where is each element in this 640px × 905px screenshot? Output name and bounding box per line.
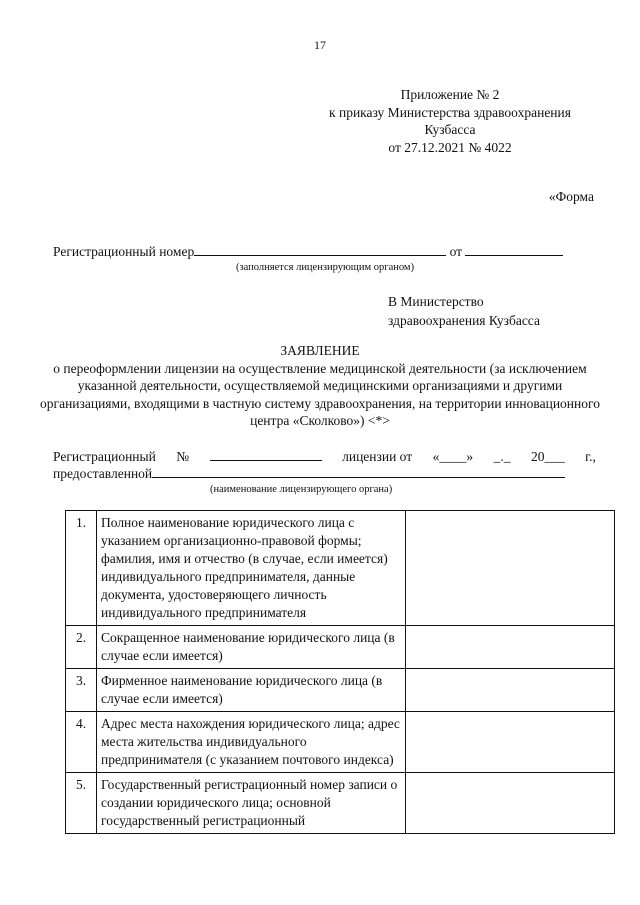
row-label: Адрес места нахождения юридического лица; адрес места жительства индивидуального предпринимателя (с указанием почтового индекса) <box>97 712 406 773</box>
license-day[interactable]: «____» <box>432 449 474 464</box>
row-value-cell[interactable] <box>406 669 615 712</box>
application-table <box>65 510 615 834</box>
appendix-line-2: к приказу Министерства здравоохранения <box>329 104 571 120</box>
license-from-label: лицензии от <box>342 449 413 464</box>
page-number: 17 <box>314 38 326 52</box>
appendix-line-1: Приложение № 2 <box>400 87 500 102</box>
row-label: Сокращенное наименование юридического лица (в случае если имеется) <box>97 626 406 669</box>
addressee-line-2: здравоохранения Кузбасса <box>388 313 540 328</box>
registration-date-field[interactable] <box>465 242 563 256</box>
license-num-sign: № <box>176 449 190 464</box>
row-label <box>97 773 406 834</box>
table-row <box>66 626 615 669</box>
license-reg-label: Регистрационный <box>53 449 156 464</box>
row-number: 2. <box>66 626 97 669</box>
appendix-line-4: от 27.12.2021 № 4022 <box>388 139 512 155</box>
table-row <box>66 511 615 626</box>
row-label: Полное наименование юридического лица с указанием организационно-правовой формы; фамилия, имя и отчество (в случае, если имеется) индивидуального предпринимателя, данные документа, удостоверяющего личность индивидуального предпринимателя <box>97 511 406 626</box>
license-month[interactable]: _._ <box>493 449 511 464</box>
table-row <box>66 669 615 712</box>
registration-label: Регистрационный номер <box>53 244 195 259</box>
license-number-field[interactable] <box>210 447 322 461</box>
registration-note: (заполняется лицензирующим органом) <box>236 262 415 273</box>
statement-title: ЗАЯВЛЕНИЕ <box>280 343 360 358</box>
row-number: 1. <box>66 511 97 626</box>
statement-subtitle: о переоформлении лицензии на осуществление медицинской деятельности (за исключением указанной деятельности, осуществляемой медицинскими организациями и другими организациями, входящими в частную систему здравоохранения, на территории инновационного центра «Сколково») <*> <box>40 361 600 428</box>
licensing-authority-field[interactable] <box>152 464 565 478</box>
row-number: 4. <box>66 712 97 773</box>
row-number: 3. <box>66 669 97 712</box>
row-label: Фирменное наименование юридического лица (в случае если имеется) <box>97 669 406 712</box>
registration-number-field[interactable] <box>194 242 446 256</box>
row-value-cell[interactable] <box>406 773 615 834</box>
provided-label: предоставленной <box>53 466 153 481</box>
licensing-authority-note: (наименование лицензирующего органа) <box>210 484 393 495</box>
registration-from-label: от <box>449 244 463 259</box>
appendix-line-3: Кузбасса <box>424 122 476 137</box>
form-label: «Форма <box>548 189 594 204</box>
row-label-text: Государственный регистрационный номер записи о создании юридического лица; основной государственный регистрационный <box>101 777 398 828</box>
license-year[interactable]: 20___ <box>530 449 565 464</box>
addressee-line-1: В Министерство <box>388 294 484 309</box>
row-value-cell[interactable] <box>406 712 615 773</box>
row-value-cell[interactable] <box>406 511 615 626</box>
license-line <box>53 447 596 465</box>
appendix-header <box>300 86 600 156</box>
table-row <box>66 773 615 834</box>
row-value-cell[interactable] <box>406 626 615 669</box>
row-number: 5. <box>66 773 97 834</box>
provided-line <box>53 464 565 482</box>
table-row <box>66 712 615 773</box>
registration-line <box>53 242 563 260</box>
license-year-suffix: г., <box>585 449 596 464</box>
addressee <box>388 292 540 330</box>
